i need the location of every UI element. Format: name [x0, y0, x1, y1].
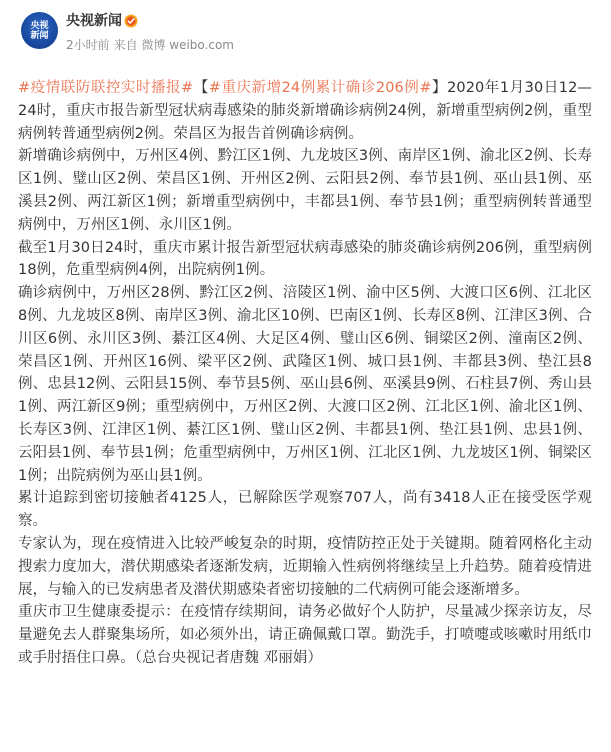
post-meta — [66, 37, 234, 53]
post-time[interactable]: 2小时前 — [66, 38, 110, 52]
post-paragraph: 重庆市卫生健康委提示：在疫情存续期间，请务必做好个人防护，尽量减少探亲访友，尽量避免去人群聚集场所，如必须外出，请正确佩戴口罩。勤洗手，打喷嚏或咳嗽时用纸巾或手肘捂住口鼻。（总台央视记者唐魏 邓丽娟） — [18, 604, 592, 666]
verified-badge-icon — [124, 14, 138, 28]
paragraph-text: 2020年1月30日12—24时，重庆市报告新型冠状病毒感染的肺炎新增确诊病例24例，新增重型病例2例，重型病例转普通型病例2例。荣昌区为报告首例确诊病例。 — [18, 80, 593, 142]
topic-tag-epidemic[interactable]: #疫情联防联控实时播报# — [18, 80, 194, 96]
post-source: 来自 微博 weibo.com — [113, 38, 234, 52]
avatar-logo — [21, 21, 58, 41]
post-content — [18, 77, 592, 670]
author-name[interactable]: 央视新闻 — [66, 13, 122, 29]
bracket-open: 【 — [193, 80, 209, 96]
post-paragraph: 专家认为，现在疫情进入比较严峻复杂的时期，疫情防控正处于关键期。随着网格化主动搜索力度加大，潜伏期感染者逐渐发病，近期输入性病例将继续呈上升趋势。随着疫情进展，与输入的已发病患者及潜伏期感染者密切接触的二代病例可能会逐渐增多。 — [18, 535, 592, 598]
post-paragraph — [18, 77, 592, 145]
bracket-close: 】 — [431, 80, 448, 96]
avatar-text-line1: 央视 — [30, 21, 49, 31]
post-paragraph: 确诊病例中，万州区28例、黔江区2例、涪陵区1例、渝中区5例、大渡口区6例、江北区8例、九龙坡区8例、南岸区3例、渝北区10例、巴南区1例、长寿区8例、江津区3例、合川区6例、永川区3例、綦江区4例、大足区4例、璧山区6例、铜梁区2例、潼南区2例、荣昌区1例、开州区16例、梁平区2例、武隆区1例、城口县1例、丰都县3例、垫江县8例、忠县12例、云阳县15例、奉节县5例、巫山县6例、巫溪县9例、石柱县7例、秀山县1例、两江新区9例；重型病例中，万州区2例、大渡口区2例、江北区1例、渝北区1例、长寿区3例、江津区1例、綦江区1例、璧山区2例、丰都县1例、垫江县1例、忠县1例、云阳县1例、奉节县1例；危重型病例中，万州区1例、江北区1例、九龙坡区1例、铜梁区1例；出院病例为巫山县1例。 — [18, 285, 592, 484]
post-paragraph: 新增确诊病例中，万州区4例、黔江区1例、九龙坡区3例、南岸区1例、渝北区2例、长寿区1例、璧山区2例、荣昌区1例、开州区2例、云阳县2例、奉节县1例、巫山县1例、巫溪县2例、两江新区1例；新增重型病例中，丰都县1例、奉节县1例；重型病例转普通型病例中，万州区1例、永川区1例。 — [18, 148, 592, 233]
post-paragraph: 累计追踪到密切接触者4125人，已解除医学观察707人，尚有3418人正在接受医学观察。 — [18, 490, 592, 530]
avatar-text-line2: 新闻 — [30, 31, 49, 41]
post-paragraph: 截至1月30日24时，重庆市累计报告新型冠状病毒感染的肺炎确诊病例206例，重型病例18例，危重型病例4例，出院病例1例。 — [18, 239, 592, 279]
topic-tag-chongqing[interactable]: #重庆新增24例累计确诊206例# — [208, 80, 432, 96]
avatar[interactable] — [21, 12, 58, 49]
post-header — [0, 0, 611, 70]
